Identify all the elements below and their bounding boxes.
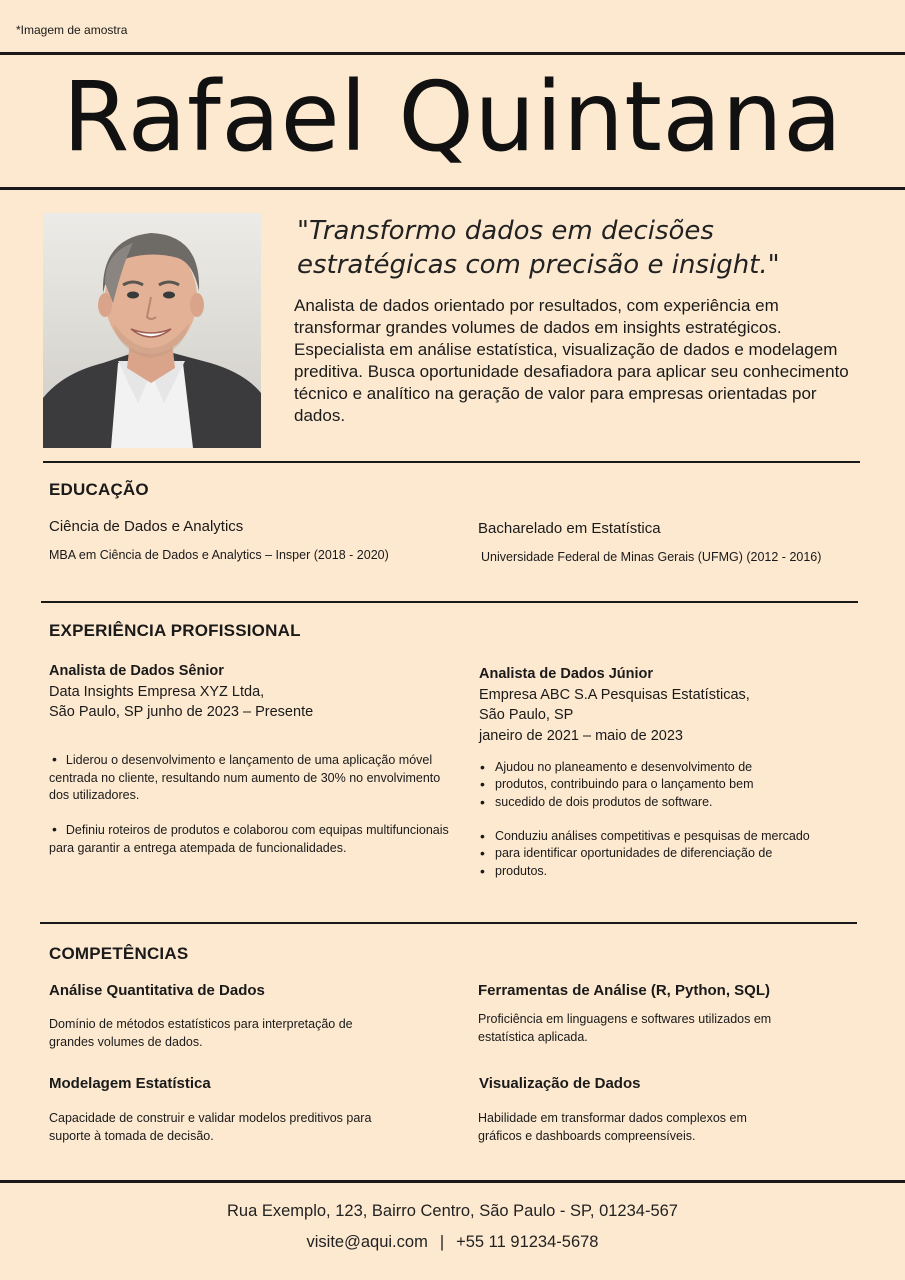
profile-photo: [43, 213, 261, 448]
job-junior-role: Analista de Dados Júnior: [479, 666, 654, 682]
divider-education: [43, 461, 860, 463]
footer-phone[interactable]: +55 11 91234-5678: [456, 1233, 599, 1251]
job-senior-bullet-2-rest: multifuncionais para garantir a entrega atempada de funcionalidades.: [49, 823, 449, 855]
footer-contacts: [0, 1233, 905, 1252]
skill-name-3: Modelagem Estatística: [49, 1075, 211, 1092]
job-senior-company: Data Insights Empresa XYZ Ltda,: [49, 683, 265, 700]
job-junior-company: Empresa ABC S.A Pesquisas Estatísticas,: [479, 686, 750, 703]
portrait-illustration: [43, 213, 261, 448]
divider-skills: [40, 922, 857, 924]
list-item: • Conduziu análises competitivas e pesquisas de mercado: [479, 828, 879, 845]
experience-title: EXPERIÊNCIA PROFISSIONAL: [49, 621, 301, 640]
list-item: • produtos, contribuindo para o lançamento bem: [479, 776, 879, 793]
job-senior: [49, 661, 449, 723]
footer-address: Rua Exemplo, 123, Bairro Centro, São Paulo - SP, 01234-567: [227, 1202, 678, 1220]
sample-note: *Imagem de amostra: [16, 23, 128, 37]
footer-email[interactable]: visite@aqui.com: [306, 1233, 428, 1251]
skill-desc-4: Habilidade em transformar dados complexos em gráficos e dashboards compreensíveis.: [478, 1111, 747, 1143]
job-junior-bullets-1: [479, 759, 879, 811]
education-detail-2: Universidade Federal de Minas Gerais (UFMG) (2012 - 2016): [481, 550, 822, 564]
footer-separator: |: [439, 1233, 445, 1251]
skill-name-2: Ferramentas de Análise (R, Python, SQL): [478, 982, 771, 999]
education-degree-2: Bacharelado em Estatística: [478, 520, 661, 537]
header-top-rule: [0, 52, 905, 55]
job-junior-bullets-2: [479, 828, 879, 880]
professional-summary: Analista de dados orientado por resultados, com experiência em transformar grandes volumes de dados em insights estratégicos. Especialista em análise estatística, visualização de dados e modelagem preditiva. Busca oportunidade desafiadora para aplicar seu conhecimento técnico e analítico na geração de valor para empresas orientadas por dados.: [294, 296, 849, 425]
header-bottom-rule: [0, 187, 905, 190]
candidate-name: Rafael Quintana: [62, 61, 843, 173]
job-senior-bullet-1: [49, 751, 449, 805]
job-senior-bullet-2-lead: • Definiu roteiros de produtos e colaborou com equipas: [49, 823, 363, 837]
education-title: EDUCAÇÃO: [49, 480, 149, 499]
education-detail-1: MBA em Ciência de Dados e Analytics – Insper (2018 - 2020): [49, 548, 389, 562]
job-senior-bullet-1-lead: • Liderou o desenvolvimento e lançamento de uma aplicação: [49, 753, 395, 767]
skill-name-4: Visualização de Dados: [479, 1075, 641, 1092]
job-senior-role: Analista de Dados Sênior: [49, 663, 224, 679]
job-senior-bullet-2: [49, 821, 449, 857]
personal-quote: "Transformo dados em decisões estratégicas com precisão e insight.": [297, 216, 780, 280]
skill-desc-2: Proficiência em linguagens e softwares utilizados em estatística aplicada.: [478, 1012, 772, 1044]
divider-experience: [41, 601, 858, 603]
skill-desc-3: Capacidade de construir e validar modelos preditivos para suporte à tomada de decisão.: [49, 1111, 372, 1143]
skill-name-1: Análise Quantitativa de Dados: [49, 982, 265, 999]
list-item: • produtos.: [479, 863, 879, 880]
job-junior-period: janeiro de 2021 – maio de 2023: [479, 727, 683, 744]
list-item: • sucedido de dois produtos de software.: [479, 794, 879, 811]
job-junior: [479, 664, 879, 746]
skills-title: COMPETÊNCIAS: [49, 944, 189, 963]
footer-rule: [0, 1180, 905, 1183]
skill-desc-1: Domínio de métodos estatísticos para interpretação de grandes volumes de dados.: [49, 1017, 353, 1049]
education-degree-1: Ciência de Dados e Analytics: [49, 518, 244, 535]
job-senior-bullet-1-rest: móvel centrada no cliente, resultando num aumento de 30% no envolvimento dos utilizadores.: [49, 753, 441, 802]
job-senior-location-period: São Paulo, SP junho de 2023 – Presente: [49, 704, 314, 720]
list-item: • para identificar oportunidades de diferenciação de: [479, 845, 879, 862]
job-junior-location: São Paulo, SP: [479, 707, 574, 723]
list-item: • Ajudou no planeamento e desenvolvimento de: [479, 759, 879, 776]
